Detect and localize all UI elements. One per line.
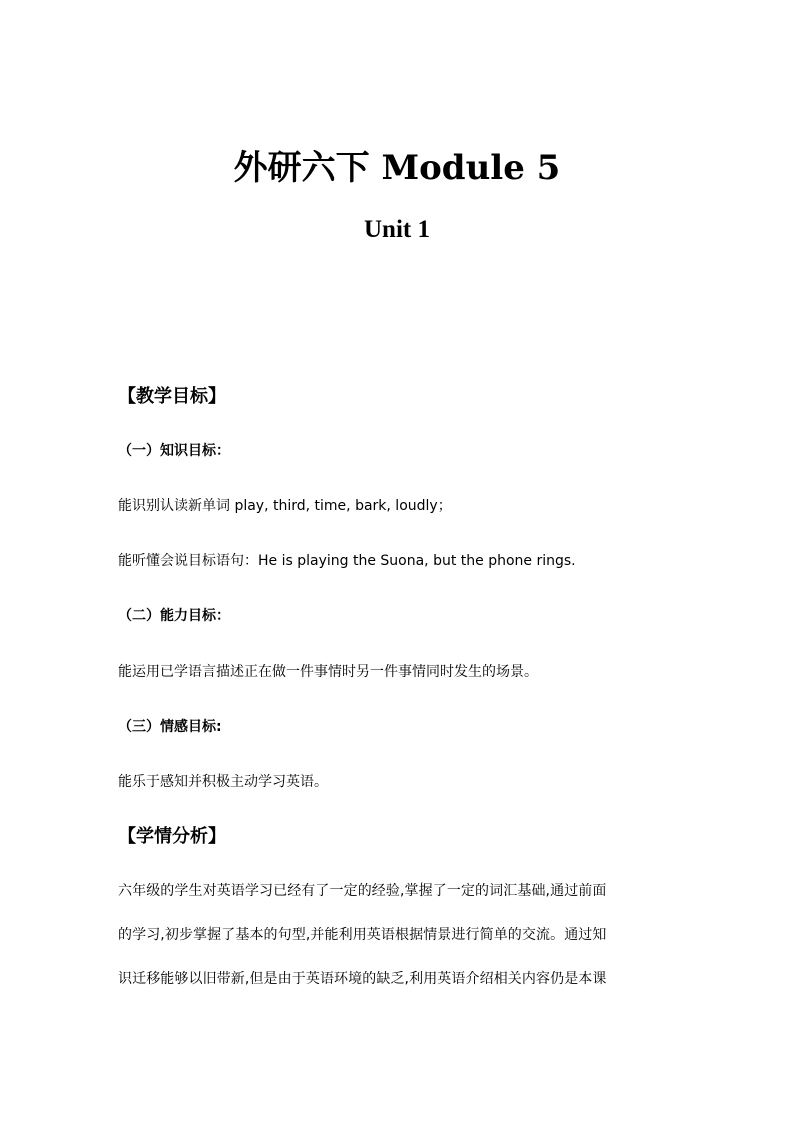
emotion-line-1: 能乐于感知并积极主动学习英语。 <box>118 774 328 790</box>
knowledge-line-2: 能听懂会说目标语句：He is playing the Suona, but the phone rings. <box>118 553 576 569</box>
analysis-paragraph <box>118 880 684 1012</box>
ability-line-1: 能运用已学语言描述正在做一件事情时另一件事情同时发生的场景。 <box>118 664 538 680</box>
document-title: 外研六下 Module 5 <box>233 148 561 188</box>
subheading-emotion: （三）情感目标: <box>118 719 222 735</box>
subheading-ability: （二）能力目标： <box>118 608 230 624</box>
document-subtitle: Unit 1 <box>364 216 430 243</box>
analysis-line: 六年级的学生对英语学习已经有了一定的经验,掌握了一定的词汇基础,通过前面 <box>118 883 607 899</box>
analysis-line: 识迁移能够以旧带新,但是由于英语环境的缺乏,利用英语介绍相关内容仍是本课 <box>118 971 607 987</box>
section-heading-objectives: 【教学目标】 <box>118 386 226 407</box>
section-heading-analysis: 【学情分析】 <box>118 826 226 847</box>
subheading-knowledge: （一）知识目标： <box>118 443 230 459</box>
analysis-line: 的学习,初步掌握了基本的句型,并能利用英语根据情景进行简单的交流。通过知 <box>118 927 607 943</box>
knowledge-line-1: 能识别认读新单词 play, third, time, bark, loudly； <box>118 498 452 514</box>
